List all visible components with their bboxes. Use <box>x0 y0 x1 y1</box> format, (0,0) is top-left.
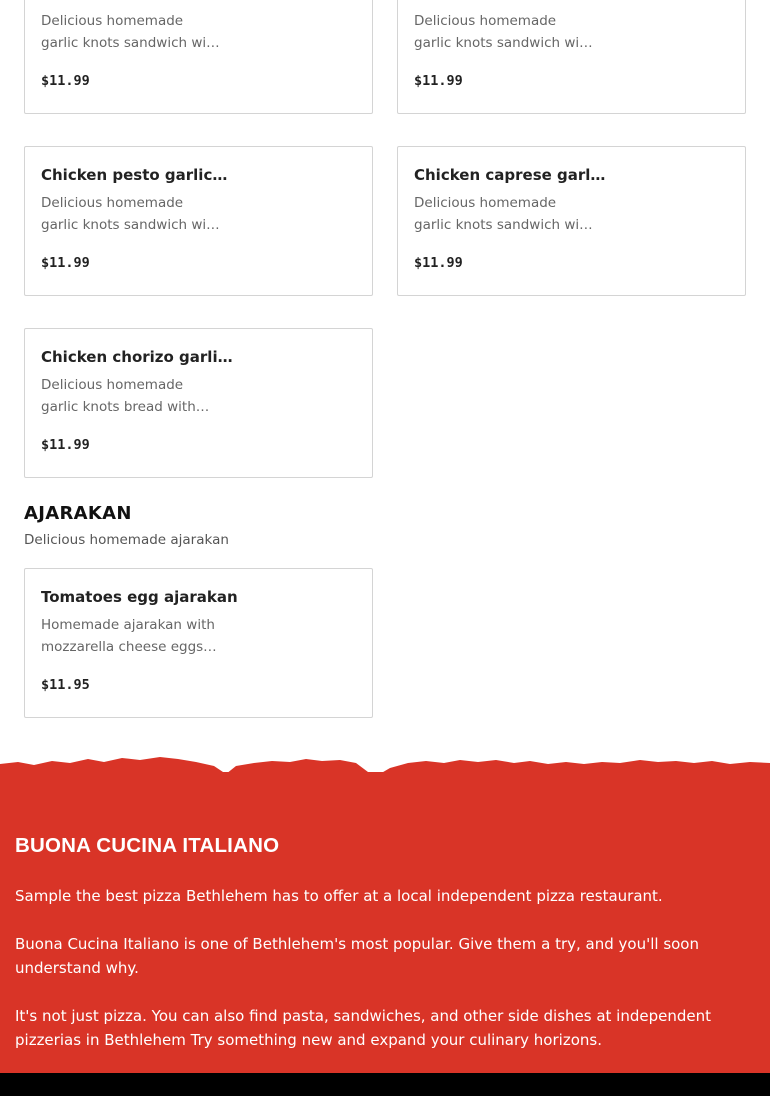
section-description: Delicious homemade ajarakan <box>24 532 229 548</box>
menu-item-description: Delicious homemade garlic knots sandwich wi… <box>414 195 593 233</box>
menu-item-description: Delicious homemade garlic knots sandwich wi… <box>414 13 593 51</box>
menu-item-title: Chicken chorizo garli… <box>41 348 233 366</box>
menu-item-title: Tomatoes egg ajarakan <box>41 588 238 606</box>
menu-item-price: $11.99 <box>41 255 90 271</box>
menu-item-description: Delicious homemade garlic knots sandwich wi… <box>41 13 220 51</box>
footer-title: BUONA CUCINA ITALIANO <box>15 834 280 857</box>
footer-paragraph: Sample the best pizza Bethlehem has to offer at a local independent pizza restaurant. <box>15 887 663 905</box>
menu-item-description: Homemade ajarakan with mozzarella cheese eggs… <box>41 617 217 655</box>
section-title: AJARAKAN <box>24 503 132 524</box>
menu-item-card[interactable] <box>24 328 373 478</box>
menu-item-title: Chicken caprese garl… <box>414 166 606 184</box>
menu-item-card[interactable] <box>397 146 746 296</box>
menu-item-price: $11.99 <box>414 255 463 271</box>
bottom-bar <box>0 1073 770 1096</box>
footer-paragraph: It's not just pizza. You can also find pasta, sandwiches, and other side dishes at independent pizzerias in Bethlehem Try something new and expand your culinary horizons. <box>15 1007 711 1049</box>
menu-item-title: Chicken pesto garlic… <box>41 166 228 184</box>
menu-item-card[interactable] <box>24 568 373 718</box>
menu-item-description: Delicious homemade garlic knots sandwich wi… <box>41 195 220 233</box>
menu-item-price: $11.99 <box>41 437 90 453</box>
menu-item-price: $11.99 <box>414 73 463 89</box>
menu-item-price: $11.99 <box>41 73 90 89</box>
menu-item-card[interactable] <box>397 0 746 114</box>
menu-item-description: Delicious homemade garlic knots bread with… <box>41 377 210 415</box>
menu-item-card[interactable] <box>24 0 373 114</box>
menu-item-price: $11.95 <box>41 677 90 693</box>
footer-section <box>0 772 770 1073</box>
footer-paragraph: Buona Cucina Italiano is one of Bethlehem's most popular. Give them a try, and you'll soon understand why. <box>15 935 699 977</box>
menu-item-card[interactable] <box>24 146 373 296</box>
